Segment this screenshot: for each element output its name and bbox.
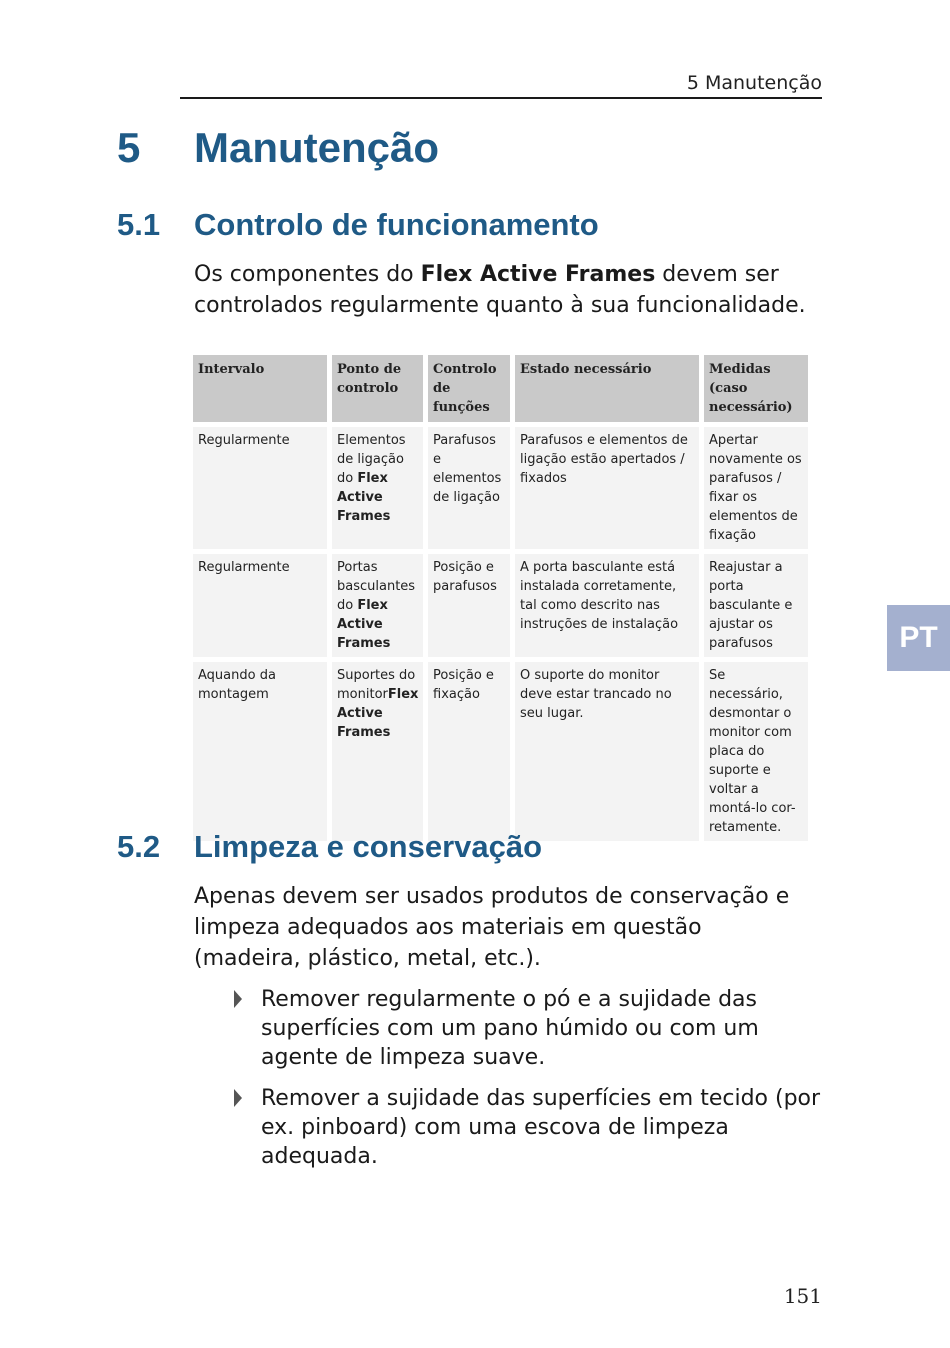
check-point-product: Flex Active Frames bbox=[337, 687, 419, 740]
intro-text-end: devem ser controlados regularmente quanto à sua funcionalidade. bbox=[194, 262, 806, 318]
cell-required-state: A porta basculante está instalada corretamente, tal como descrito nas instruções de instalação bbox=[515, 554, 699, 657]
check-point-text: Portas basculantes do bbox=[337, 560, 416, 613]
table-row bbox=[193, 662, 808, 841]
cell-interval: Regularmente bbox=[193, 554, 327, 657]
table-row bbox=[193, 427, 808, 549]
section-intro-paragraph bbox=[194, 259, 814, 321]
section-heading-5-1 bbox=[117, 207, 817, 247]
page-number: 151 bbox=[783, 1284, 822, 1308]
section-title: Limpeza e conservação bbox=[194, 829, 543, 864]
table-header-row bbox=[193, 355, 808, 422]
cell-interval: Aquando da montagem bbox=[193, 662, 327, 841]
cell-check-point bbox=[332, 554, 423, 657]
language-tab-pt: PT bbox=[887, 605, 950, 671]
cell-interval: Regularmente bbox=[193, 427, 327, 549]
list-item-text: Remover a sujidade das superfícies em tecido (por ex. pinboard) com uma escova de limpeza adequada. bbox=[261, 1086, 821, 1169]
cell-measures: Reajustar a porta basculante e ajustar os parafusos bbox=[704, 554, 808, 657]
maintenance-table bbox=[188, 350, 813, 846]
intro-text-start: Os componentes do bbox=[194, 262, 421, 287]
bullet-arrow-icon bbox=[234, 990, 242, 1008]
column-header-required-state: Estado necessário bbox=[515, 355, 699, 422]
running-header bbox=[180, 70, 822, 99]
cell-check-point bbox=[332, 662, 423, 841]
check-point-text: Suportes do monitor bbox=[337, 668, 416, 702]
running-header-title: 5 Manutenção bbox=[686, 72, 822, 94]
cell-check-point bbox=[332, 427, 423, 549]
column-header-check-point: Ponto de controlo bbox=[332, 355, 423, 422]
cleaning-instructions-list bbox=[232, 985, 822, 1183]
list-item bbox=[232, 1084, 822, 1171]
cleaning-intro-paragraph: Apenas devem ser usados produtos de conservação e limpeza adequados aos materiais em questão (madeira, plástico, metal, etc.). bbox=[194, 884, 790, 971]
product-name: Flex Active Frames bbox=[420, 262, 656, 287]
list-item bbox=[232, 985, 822, 1072]
chapter-number: 5 bbox=[117, 124, 141, 171]
check-point-product: Flex Active Frames bbox=[337, 471, 391, 524]
chapter-heading bbox=[117, 124, 717, 178]
cell-function-check: Posição e fixação bbox=[428, 662, 510, 841]
section-heading-5-2 bbox=[117, 829, 817, 869]
section-number: 5.1 bbox=[117, 207, 161, 242]
section-number: 5.2 bbox=[117, 829, 161, 864]
cell-function-check: Parafusos e elementos de ligação bbox=[428, 427, 510, 549]
column-header-measures: Medidas (caso necessário) bbox=[704, 355, 808, 422]
cell-measures: Se necessário, desmontar o monitor com placa do suporte e voltar a montá-lo cor-retamente. bbox=[704, 662, 808, 841]
cell-function-check: Posição e parafusos bbox=[428, 554, 510, 657]
cell-required-state: Parafusos e elementos de ligação estão apertados / fixados bbox=[515, 427, 699, 549]
cell-required-state: O suporte do monitor deve estar trancado no seu lugar. bbox=[515, 662, 699, 841]
column-header-interval: Intervalo bbox=[193, 355, 327, 422]
section-title: Controlo de funcionamento bbox=[194, 207, 599, 242]
column-header-function-check: Controlo de funções bbox=[428, 355, 510, 422]
table-row bbox=[193, 554, 808, 657]
list-item-text: Remover regularmente o pó e a sujidade das superfícies com um pano húmido ou com um agente de limpeza suave. bbox=[261, 987, 759, 1070]
cell-measures: Apertar novamente os parafusos / fixar os elementos de fixação bbox=[704, 427, 808, 549]
check-point-text: Elementos de ligação do bbox=[337, 433, 406, 486]
bullet-arrow-icon bbox=[234, 1089, 242, 1107]
chapter-title: Manutenção bbox=[194, 124, 440, 171]
check-point-product: Flex Active Frames bbox=[337, 598, 391, 651]
